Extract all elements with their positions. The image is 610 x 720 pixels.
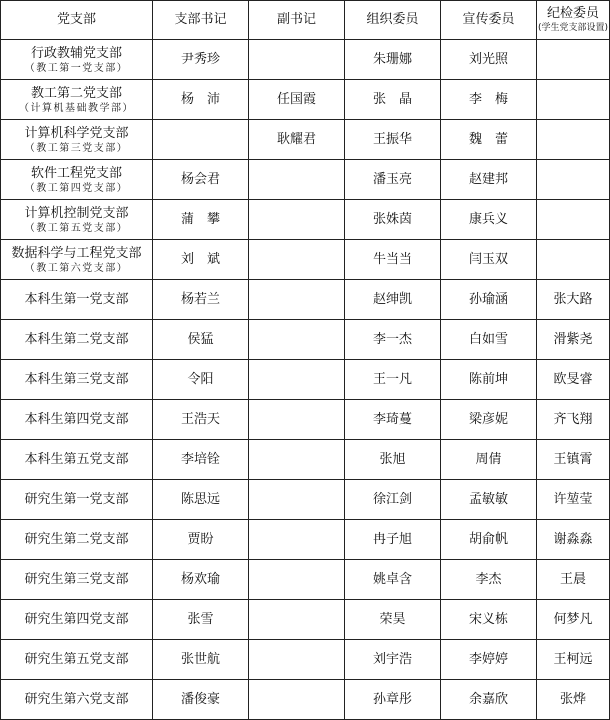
- cell-secretary: 张世航: [153, 640, 249, 680]
- table-row: [1, 120, 610, 160]
- branch-subtitle: （教工第一党支部）: [24, 62, 129, 74]
- cell-secretary: 杨欢瑜: [153, 560, 249, 600]
- cell-deputy-secretary: [249, 680, 345, 720]
- cell-deputy-secretary: [249, 160, 345, 200]
- cell-discipline-member: 张大路: [537, 280, 610, 320]
- cell-publicity-member: 李杰: [441, 560, 537, 600]
- branch-name: 研究生第六党支部: [24, 692, 129, 707]
- header-discipline-member: [537, 1, 610, 40]
- cell-publicity-member: 魏 蕾: [441, 120, 537, 160]
- branch-subtitle: （计算机基础教学部）: [19, 102, 134, 114]
- cell-publicity-member: 刘光照: [441, 40, 537, 80]
- cell-deputy-secretary: [249, 40, 345, 80]
- cell-deputy-secretary: [249, 640, 345, 680]
- branch-name: 本科生第五党支部: [24, 452, 129, 467]
- cell-organization-member: 姚卓含: [345, 560, 441, 600]
- cell-publicity-member: 李 梅: [441, 80, 537, 120]
- branch-name: 本科生第四党支部: [24, 412, 129, 427]
- cell-organization-member: 潘玉亮: [345, 160, 441, 200]
- cell-secretary: 蒲 攀: [153, 200, 249, 240]
- branch-name: 研究生第三党支部: [24, 572, 129, 587]
- cell-publicity-member: 陈前坤: [441, 360, 537, 400]
- branch-name: 数据科学与工程党支部: [11, 245, 142, 261]
- cell-discipline-member: [537, 160, 610, 200]
- cell-discipline-member: [537, 240, 610, 280]
- header-secretary: 支部书记: [153, 1, 249, 40]
- table-row: [1, 360, 610, 400]
- branch-subtitle: （教工第四党支部）: [24, 182, 129, 194]
- cell-discipline-member: 欧旻睿: [537, 360, 610, 400]
- cell-organization-member: 王振华: [345, 120, 441, 160]
- cell-branch: [1, 280, 153, 320]
- table-row: [1, 160, 610, 200]
- cell-secretary: 杨若兰: [153, 280, 249, 320]
- cell-deputy-secretary: [249, 560, 345, 600]
- cell-branch: [1, 520, 153, 560]
- header-discipline-note: (学生党支部设置): [537, 23, 609, 33]
- cell-organization-member: 赵绅凯: [345, 280, 441, 320]
- cell-deputy-secretary: [249, 440, 345, 480]
- table-row: [1, 440, 610, 480]
- cell-discipline-member: 何梦凡: [537, 600, 610, 640]
- cell-secretary: 杨 沛: [153, 80, 249, 120]
- cell-publicity-member: 梁彦妮: [441, 400, 537, 440]
- cell-deputy-secretary: [249, 600, 345, 640]
- cell-organization-member: 朱珊娜: [345, 40, 441, 80]
- table-row: [1, 200, 610, 240]
- cell-organization-member: 徐江剑: [345, 480, 441, 520]
- cell-deputy-secretary: 任国霞: [249, 80, 345, 120]
- cell-discipline-member: 滑紫尧: [537, 320, 610, 360]
- table-row: [1, 640, 610, 680]
- cell-secretary: 刘 斌: [153, 240, 249, 280]
- cell-deputy-secretary: [249, 320, 345, 360]
- cell-discipline-member: 张烨: [537, 680, 610, 720]
- branch-name: 研究生第四党支部: [24, 612, 129, 627]
- cell-discipline-member: 王镇霄: [537, 440, 610, 480]
- cell-secretary: [153, 120, 249, 160]
- cell-secretary: 李培铨: [153, 440, 249, 480]
- cell-deputy-secretary: [249, 480, 345, 520]
- cell-branch: [1, 360, 153, 400]
- cell-branch: [1, 320, 153, 360]
- table-row: [1, 600, 610, 640]
- table-row: [1, 560, 610, 600]
- table-row: [1, 80, 610, 120]
- table-row: [1, 240, 610, 280]
- cell-organization-member: 李琦蔓: [345, 400, 441, 440]
- cell-branch: [1, 400, 153, 440]
- cell-discipline-member: 许堃莹: [537, 480, 610, 520]
- cell-organization-member: 张 晶: [345, 80, 441, 120]
- cell-publicity-member: 胡俞帆: [441, 520, 537, 560]
- table-row: [1, 680, 610, 720]
- cell-secretary: 令阳: [153, 360, 249, 400]
- cell-branch: [1, 600, 153, 640]
- table-row: [1, 320, 610, 360]
- table-row: [1, 480, 610, 520]
- branch-name: 研究生第二党支部: [24, 532, 129, 547]
- header-publicity-member: 宣传委员: [441, 1, 537, 40]
- cell-secretary: 尹秀珍: [153, 40, 249, 80]
- cell-publicity-member: 孟敏敏: [441, 480, 537, 520]
- branch-name: 计算机科学党支部: [24, 125, 129, 141]
- cell-discipline-member: 王柯远: [537, 640, 610, 680]
- cell-organization-member: 牛当当: [345, 240, 441, 280]
- cell-deputy-secretary: [249, 520, 345, 560]
- header-branch: 党支部: [1, 1, 153, 40]
- cell-branch: [1, 120, 153, 160]
- table-row: [1, 400, 610, 440]
- branch-name: 本科生第三党支部: [24, 372, 129, 387]
- cell-secretary: 陈思远: [153, 480, 249, 520]
- cell-branch: [1, 440, 153, 480]
- cell-publicity-member: 宋义栋: [441, 600, 537, 640]
- cell-secretary: 贾盼: [153, 520, 249, 560]
- cell-secretary: 侯猛: [153, 320, 249, 360]
- cell-publicity-member: 李婷婷: [441, 640, 537, 680]
- cell-organization-member: 刘宇浩: [345, 640, 441, 680]
- cell-publicity-member: 白如雪: [441, 320, 537, 360]
- cell-branch: [1, 240, 153, 280]
- branch-name: 研究生第五党支部: [24, 652, 129, 667]
- table-row: [1, 40, 610, 80]
- cell-publicity-member: 周倩: [441, 440, 537, 480]
- branch-name: 教工第二党支部: [30, 85, 122, 101]
- cell-branch: [1, 480, 153, 520]
- cell-organization-member: 李一杰: [345, 320, 441, 360]
- branch-name: 研究生第一党支部: [24, 492, 129, 507]
- cell-organization-member: 孙章彤: [345, 680, 441, 720]
- cell-discipline-member: [537, 40, 610, 80]
- branch-name: 本科生第二党支部: [24, 332, 129, 347]
- cell-discipline-member: [537, 120, 610, 160]
- cell-secretary: 王浩天: [153, 400, 249, 440]
- cell-deputy-secretary: 耿耀君: [249, 120, 345, 160]
- header-organization-member: 组织委员: [345, 1, 441, 40]
- cell-branch: [1, 80, 153, 120]
- header-deputy-secretary: 副书记: [249, 1, 345, 40]
- cell-deputy-secretary: [249, 280, 345, 320]
- cell-organization-member: 王一凡: [345, 360, 441, 400]
- cell-branch: [1, 640, 153, 680]
- cell-secretary: 杨会君: [153, 160, 249, 200]
- cell-deputy-secretary: [249, 200, 345, 240]
- cell-deputy-secretary: [249, 400, 345, 440]
- cell-deputy-secretary: [249, 360, 345, 400]
- cell-discipline-member: [537, 80, 610, 120]
- cell-secretary: 潘俊豪: [153, 680, 249, 720]
- header-discipline-label: 纪检委员: [546, 6, 599, 21]
- cell-organization-member: 冉子旭: [345, 520, 441, 560]
- cell-branch: [1, 560, 153, 600]
- cell-discipline-member: 谢淼淼: [537, 520, 610, 560]
- cell-branch: [1, 40, 153, 80]
- cell-discipline-member: 王晨: [537, 560, 610, 600]
- cell-publicity-member: 孙瑜涵: [441, 280, 537, 320]
- cell-discipline-member: [537, 200, 610, 240]
- branch-subtitle: （教工第六党支部）: [24, 262, 129, 274]
- branch-name: 软件工程党支部: [30, 165, 122, 181]
- table-row: [1, 280, 610, 320]
- cell-organization-member: 张旭: [345, 440, 441, 480]
- table-row: [1, 520, 610, 560]
- branch-name: 本科生第一党支部: [24, 292, 129, 307]
- cell-organization-member: 荣昊: [345, 600, 441, 640]
- branch-subtitle: （教工第三党支部）: [24, 142, 129, 154]
- cell-publicity-member: 闫玉双: [441, 240, 537, 280]
- cell-discipline-member: 齐飞翔: [537, 400, 610, 440]
- cell-organization-member: 张姝茵: [345, 200, 441, 240]
- cell-deputy-secretary: [249, 240, 345, 280]
- cell-publicity-member: 余嘉欣: [441, 680, 537, 720]
- branch-name: 行政教辅党支部: [30, 45, 122, 61]
- branch-name: 计算机控制党支部: [24, 205, 129, 221]
- cell-publicity-member: 康兵义: [441, 200, 537, 240]
- cell-publicity-member: 赵建邦: [441, 160, 537, 200]
- cell-branch: [1, 680, 153, 720]
- header-row: [1, 1, 610, 40]
- cell-branch: [1, 200, 153, 240]
- cell-secretary: 张雪: [153, 600, 249, 640]
- cell-branch: [1, 160, 153, 200]
- branch-subtitle: （教工第五党支部）: [24, 222, 129, 234]
